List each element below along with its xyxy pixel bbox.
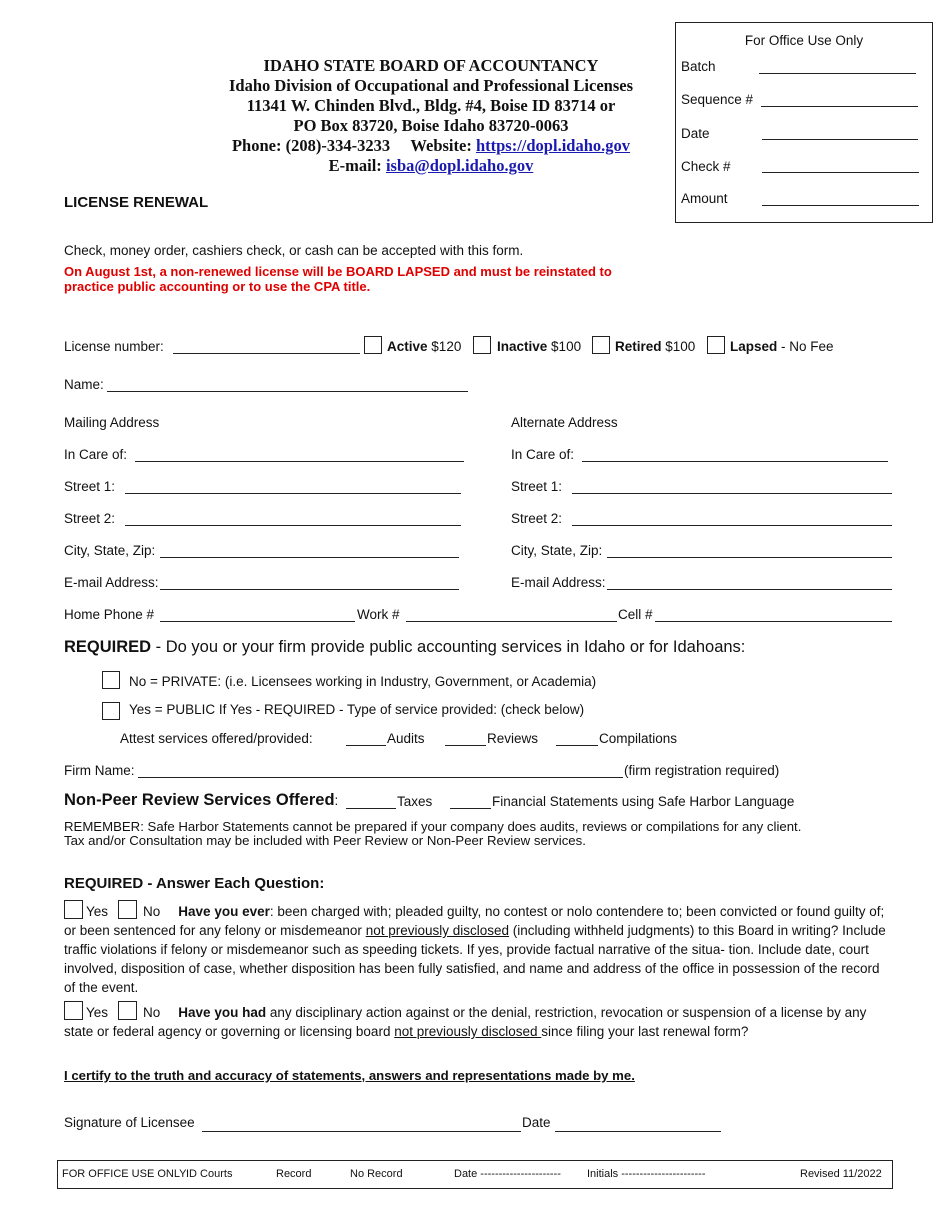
q2-yes-label: Yes (86, 1005, 109, 1020)
mailing-address-title: Mailing Address (64, 415, 160, 430)
inactive-checkbox[interactable] (473, 336, 491, 354)
mailing-city-label: City, State, Zip: (64, 543, 156, 558)
taxes-field[interactable] (346, 808, 396, 809)
retired-option (615, 339, 695, 354)
retired-checkbox[interactable] (592, 336, 610, 354)
q1-yes-label: Yes (86, 904, 109, 919)
remember-note-2: Tax and/or Consultation may be included with Peer Review or Non-Peer Review services. (64, 833, 586, 848)
signature-label: Signature of Licensee (64, 1115, 195, 1130)
firm-registration-note: (firm registration required) (624, 763, 780, 778)
batch-field[interactable] (759, 73, 916, 74)
taxes-label: Taxes (397, 794, 433, 809)
work-phone-field[interactable] (406, 621, 617, 622)
amount-label: Amount (681, 191, 728, 206)
signature-field[interactable] (202, 1131, 521, 1132)
question-2 (64, 1003, 894, 1041)
compilations-label: Compilations (599, 731, 678, 746)
alternate-care-of-field[interactable] (582, 461, 888, 462)
board-name: IDAHO STATE BOARD OF ACCOUNTANCY (263, 56, 599, 75)
footer-initials: Initials ----------------------- (587, 1168, 706, 1180)
retired-name: Retired (615, 339, 662, 354)
financial-statements-field[interactable] (450, 808, 491, 809)
batch-label: Batch (681, 59, 716, 74)
name-label: Name: (64, 377, 104, 392)
private-option-label: No = PRIVATE: (i.e. Licensees working in Industry, Government, or Academia) (129, 674, 597, 689)
alternate-city-field[interactable] (607, 557, 892, 558)
remember-note-1: REMEMBER: Safe Harbor Statements cannot be prepared if your company does audits, reviews or compilations for any client. (64, 819, 802, 834)
footer-date: Date ---------------------- (454, 1168, 561, 1180)
public-question-text: - Do you or your firm provide public accounting services in Idaho or for Idahoans: (151, 638, 746, 656)
date-field[interactable] (762, 139, 918, 140)
firm-name-field[interactable] (138, 777, 623, 778)
alternate-city-label: City, State, Zip: (511, 543, 603, 558)
reviews-label: Reviews (487, 731, 539, 746)
check-field[interactable] (762, 172, 919, 173)
footer-record: Record (276, 1168, 312, 1180)
non-peer-title-text: Non-Peer Review Services Offered (64, 791, 335, 809)
q2-underlined: not previously disclosed (394, 1024, 542, 1039)
lapsed-option (730, 339, 834, 354)
firm-name-label: Firm Name: (64, 763, 135, 778)
website-link[interactable]: https://dopl.idaho.gov (475, 136, 631, 155)
financial-statements-label: Financial Statements using Safe Harbor Language (492, 794, 795, 809)
signature-date-field[interactable] (555, 1131, 721, 1132)
alternate-email-label: E-mail Address: (511, 575, 606, 590)
questions-title: REQUIRED - Answer Each Question: (64, 875, 325, 892)
mailing-street2-field[interactable] (125, 525, 461, 526)
payment-note: Check, money order, cashiers check, or cash can be accepted with this form. (64, 243, 524, 258)
lapsed-name: Lapsed (730, 339, 778, 354)
mailing-street1-label: Street 1: (64, 479, 116, 494)
phone-text: Phone: (208)-334-3233 (231, 136, 391, 155)
mailing-email-field[interactable] (160, 589, 459, 590)
name-field[interactable] (107, 391, 468, 392)
sequence-label: Sequence # (681, 92, 754, 107)
alternate-email-field[interactable] (607, 589, 892, 590)
amount-field[interactable] (762, 205, 919, 206)
street-address: 11341 W. Chinden Blvd., Bldg. #4, Boise ID 83714 or (246, 96, 616, 115)
q1-no-label: No (143, 904, 161, 919)
active-checkbox[interactable] (364, 336, 382, 354)
mailing-care-of-field[interactable] (135, 461, 464, 462)
mailing-street2-label: Street 2: (64, 511, 116, 526)
certify-statement: I certify to the truth and accuracy of statements, answers and representations made by me. (64, 1068, 635, 1083)
mailing-email-label: E-mail Address: (64, 575, 159, 590)
home-phone-label: Home Phone # (64, 607, 155, 622)
audits-field[interactable] (346, 745, 386, 746)
inactive-option (497, 339, 581, 354)
office-use-box (675, 22, 933, 223)
reviews-field[interactable] (445, 745, 486, 746)
signature-date-label: Date (522, 1115, 551, 1130)
home-phone-field[interactable] (160, 621, 355, 622)
retired-fee: $100 (665, 339, 696, 354)
public-checkbox[interactable] (102, 702, 120, 720)
public-option-label: Yes = PUBLIC If Yes - REQUIRED - Type of service provided: (check below) (129, 702, 585, 717)
required-tag: REQUIRED (64, 638, 152, 656)
q2-bold: Have you had (178, 1005, 267, 1020)
compilations-field[interactable] (556, 745, 598, 746)
footer-no-record: No Record (350, 1168, 403, 1180)
cell-phone-field[interactable] (655, 621, 892, 622)
date-label: Date (681, 126, 710, 141)
alternate-address-title: Alternate Address (511, 415, 618, 430)
q1-underlined: not previously disclosed (365, 923, 510, 938)
q2-no-label: No (143, 1005, 161, 1020)
division-name: Idaho Division of Occupational and Professional Licenses (228, 76, 633, 95)
attest-label: Attest services offered/provided: (120, 731, 313, 746)
license-number-field[interactable] (173, 353, 360, 354)
q1-text-b: (including withheld judgments) to this Board in writing? Include traffic violations if felony or misdemeanor such as speeding tickets. If yes, provide factual narrative of the situa- tion. Include date, court involved, disposition of case, whether disposition has been fully satisfied, and name and address of the office in possession of the record of the event. (64, 923, 886, 995)
website-label: Website: (410, 136, 472, 155)
alternate-street2-field[interactable] (572, 525, 892, 526)
email-label: E-mail: (328, 156, 382, 175)
mailing-street1-field[interactable] (125, 493, 461, 494)
footer-revised: Revised 11/2022 (800, 1168, 882, 1180)
work-phone-label: Work # (357, 607, 400, 622)
alternate-street1-field[interactable] (572, 493, 892, 494)
question-1 (64, 902, 894, 997)
po-box-address: PO Box 83720, Boise Idaho 83720-0063 (293, 116, 569, 135)
non-peer-title (64, 791, 338, 810)
q2-text-b: since filing your last renewal form? (541, 1024, 749, 1039)
q1-text-a: : been charged with; pleaded guilty, no contest or nolo contendere to; been convicted or found guilty of; or been sentenced for any felony or misdemeanor (64, 904, 885, 938)
alternate-street2-label: Street 2: (511, 511, 563, 526)
lapsed-fee: - No Fee (781, 339, 834, 354)
active-name: Active (387, 339, 428, 354)
sequence-field[interactable] (761, 106, 918, 107)
office-box-title: For Office Use Only (744, 33, 864, 48)
audits-label: Audits (387, 731, 425, 746)
q1-bold: Have you ever (178, 904, 270, 919)
non-peer-colon: : (334, 793, 339, 808)
lapse-warning: On August 1st, a non-renewed license will be BOARD LAPSED and must be reinstated to practice public accounting or to use the CPA title. (64, 264, 612, 294)
footer-id-courts: ID Courts (186, 1168, 233, 1180)
mailing-care-of-label: In Care of: (64, 447, 128, 462)
mailing-city-field[interactable] (160, 557, 459, 558)
footer-office-label: FOR OFFICE USE ONLY: (62, 1168, 189, 1180)
q2-text-a: any disciplinary action against or the denial, restriction, revocation or suspension of a license by any state or federal agency or governing or licensing board (64, 1005, 867, 1039)
active-fee: $120 (431, 339, 462, 354)
form-title: LICENSE RENEWAL (64, 194, 209, 211)
cell-phone-label: Cell # (618, 607, 653, 622)
alternate-street1-label: Street 1: (511, 479, 563, 494)
lapsed-checkbox[interactable] (707, 336, 725, 354)
alternate-care-of-label: In Care of: (511, 447, 575, 462)
email-link[interactable]: isba@dopl.idaho.gov (385, 156, 534, 175)
footer-office-box (57, 1160, 893, 1189)
public-services-question (64, 638, 745, 657)
inactive-fee: $100 (551, 339, 582, 354)
license-number-label: License number: (64, 339, 164, 354)
private-checkbox[interactable] (102, 671, 120, 689)
active-option (387, 339, 461, 354)
inactive-name: Inactive (497, 339, 548, 354)
check-label: Check # (681, 159, 731, 174)
